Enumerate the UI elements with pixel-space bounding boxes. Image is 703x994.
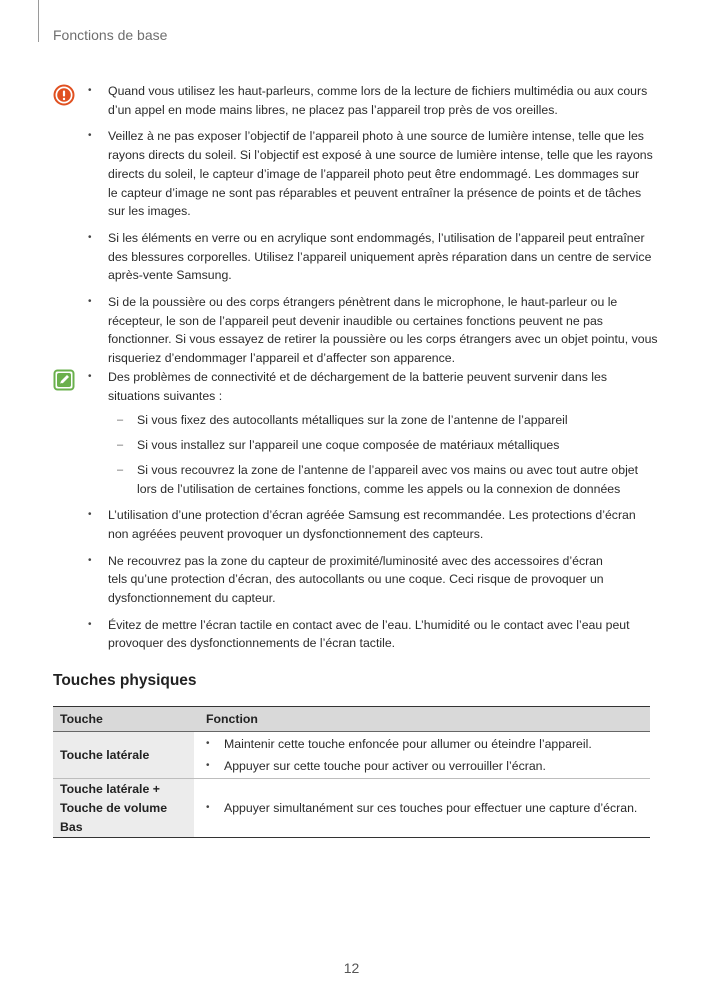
text-line: dysfonctionnement du capteur.	[108, 591, 276, 606]
text-line: récepteur, le son de l’appareil peut devenir inaudible ou certaines fonctions peuvent ne pas	[108, 313, 603, 328]
note-list	[88, 368, 653, 653]
section-title: Fonctions de base	[53, 27, 168, 43]
text-line: tels qu’une protection d’écran, des autocollants ou une coque. Ceci risque de provoquer un	[108, 572, 604, 587]
caution-item	[88, 82, 653, 119]
caution-list	[88, 82, 658, 368]
text-line: après-vente Samsung.	[108, 268, 232, 283]
pencil-note-icon	[53, 369, 75, 391]
text-line: • Veillez à ne pas exposer l’objectif de l’appareil photo à une source de lumière intense, telle que les	[108, 129, 644, 144]
text-line: directs du soleil, le capteur d’image de l’appareil photo peut être endommagé. Les dommages sur	[108, 166, 640, 181]
note-sub-item	[88, 461, 653, 498]
text-line: non agréées peuvent provoquer un dysfonctionnement des capteurs.	[108, 526, 484, 541]
table-row	[53, 732, 650, 779]
table-row	[53, 779, 650, 838]
note-sub-item	[88, 436, 653, 455]
page-number: 12	[343, 960, 360, 976]
text-line: • Évitez de mettre l’écran tactile en contact avec de l’eau. L’humidité ou le contact avec l’eau peut	[108, 617, 630, 632]
text-line: des blessures corporelles. Utilisez l’appareil uniquement après réparation dans un centre de service	[108, 249, 652, 264]
key-name: Bas	[60, 819, 83, 834]
column-header-key: Touche	[53, 707, 194, 732]
table-header-row	[53, 707, 650, 732]
text-line: • Des problèmes de connectivité et de déchargement de la batterie peuvent survenir dans les	[108, 370, 608, 384]
text-line: rayons directs du soleil. Si l’objectif est exposé à une source de lumière intense, telle que les rayons	[108, 148, 653, 163]
function-cell	[194, 732, 650, 779]
note-intro	[88, 368, 653, 405]
key-name: Touche latérale	[60, 747, 150, 762]
text-line: – Si vous fixez des autocollants métalliques sur la zone de l’antenne de l’appareil	[137, 413, 568, 428]
text-line: • Si les éléments en verre ou en acrylique sont endommagés, l’utilisation de l’appareil peut entraîner	[108, 230, 645, 245]
text-line: • Quand vous utilisez les haut-parleurs, comme lors de la lecture de fichiers multimédia ou aux cours	[108, 84, 648, 98]
key-name-cell	[53, 779, 194, 838]
function-item: • Appuyer sur cette touche pour activer ou verrouiller l’écran.	[206, 757, 650, 776]
text-line: • Ne recouvrez pas la zone du capteur de proximité/luminosité avec des accessoires d’écran	[108, 553, 603, 568]
note-sub-item	[88, 411, 653, 430]
hardware-keys-heading: Touches physiques	[53, 672, 197, 689]
text-line: d’un appel en mode mains libres, ne placez pas l’appareil trop près de vos oreilles.	[108, 102, 558, 117]
margin-rule	[38, 0, 39, 42]
text-line: provoquer des dysfonctionnements de l’écran tactile.	[108, 636, 396, 651]
text-line: – Si vous recouvrez la zone de l’antenne de l’appareil avec vos mains ou avec tout autre objet	[137, 462, 639, 477]
key-name: Touche latérale +	[60, 782, 160, 797]
text-line: • L’utilisation d’une protection d’écran agréée Samsung est recommandée. Les protections d’écran	[108, 508, 636, 523]
function-item: • Appuyer simultanément sur ces touches pour effectuer une capture d’écran.	[206, 799, 650, 818]
column-header-function: Fonction	[194, 707, 650, 732]
note-item	[88, 506, 653, 543]
note-item	[88, 616, 653, 653]
note-item	[88, 552, 653, 608]
text-line: risqueriez d’endommager l’appareil et d’affecter son apparence.	[108, 351, 456, 366]
hardware-keys-table	[53, 706, 650, 838]
text-line: lors de l’utilisation de certaines fonctions, comme les appels ou la connexion de données	[137, 481, 621, 496]
text-line: le capteur d’image ne sont pas réparables et peuvent entraîner la présence de points et de tâches	[108, 185, 642, 200]
function-item: • Maintenir cette touche enfoncée pour allumer ou éteindre l’appareil.	[206, 735, 650, 754]
caution-item	[88, 293, 658, 368]
exclamation-caution-icon	[53, 84, 75, 106]
caution-item	[88, 229, 653, 285]
text-line: sur les images.	[108, 204, 191, 219]
key-name: Touche de volume	[60, 801, 168, 816]
key-name-cell	[53, 732, 194, 779]
function-cell	[194, 779, 650, 838]
text-line: fonctionner. Si vous essayez de retirer la poussière ou les corps étrangers avec un objet pointu, vous	[108, 332, 658, 347]
caution-item	[88, 127, 653, 221]
text-line: – Si vous installez sur l’appareil une coque composée de matériaux métalliques	[137, 438, 560, 453]
text-line: • Si de la poussière ou des corps étrangers pénètrent dans le microphone, le haut-parleur ou le	[108, 295, 618, 310]
text-line: situations suivantes :	[108, 388, 223, 403]
